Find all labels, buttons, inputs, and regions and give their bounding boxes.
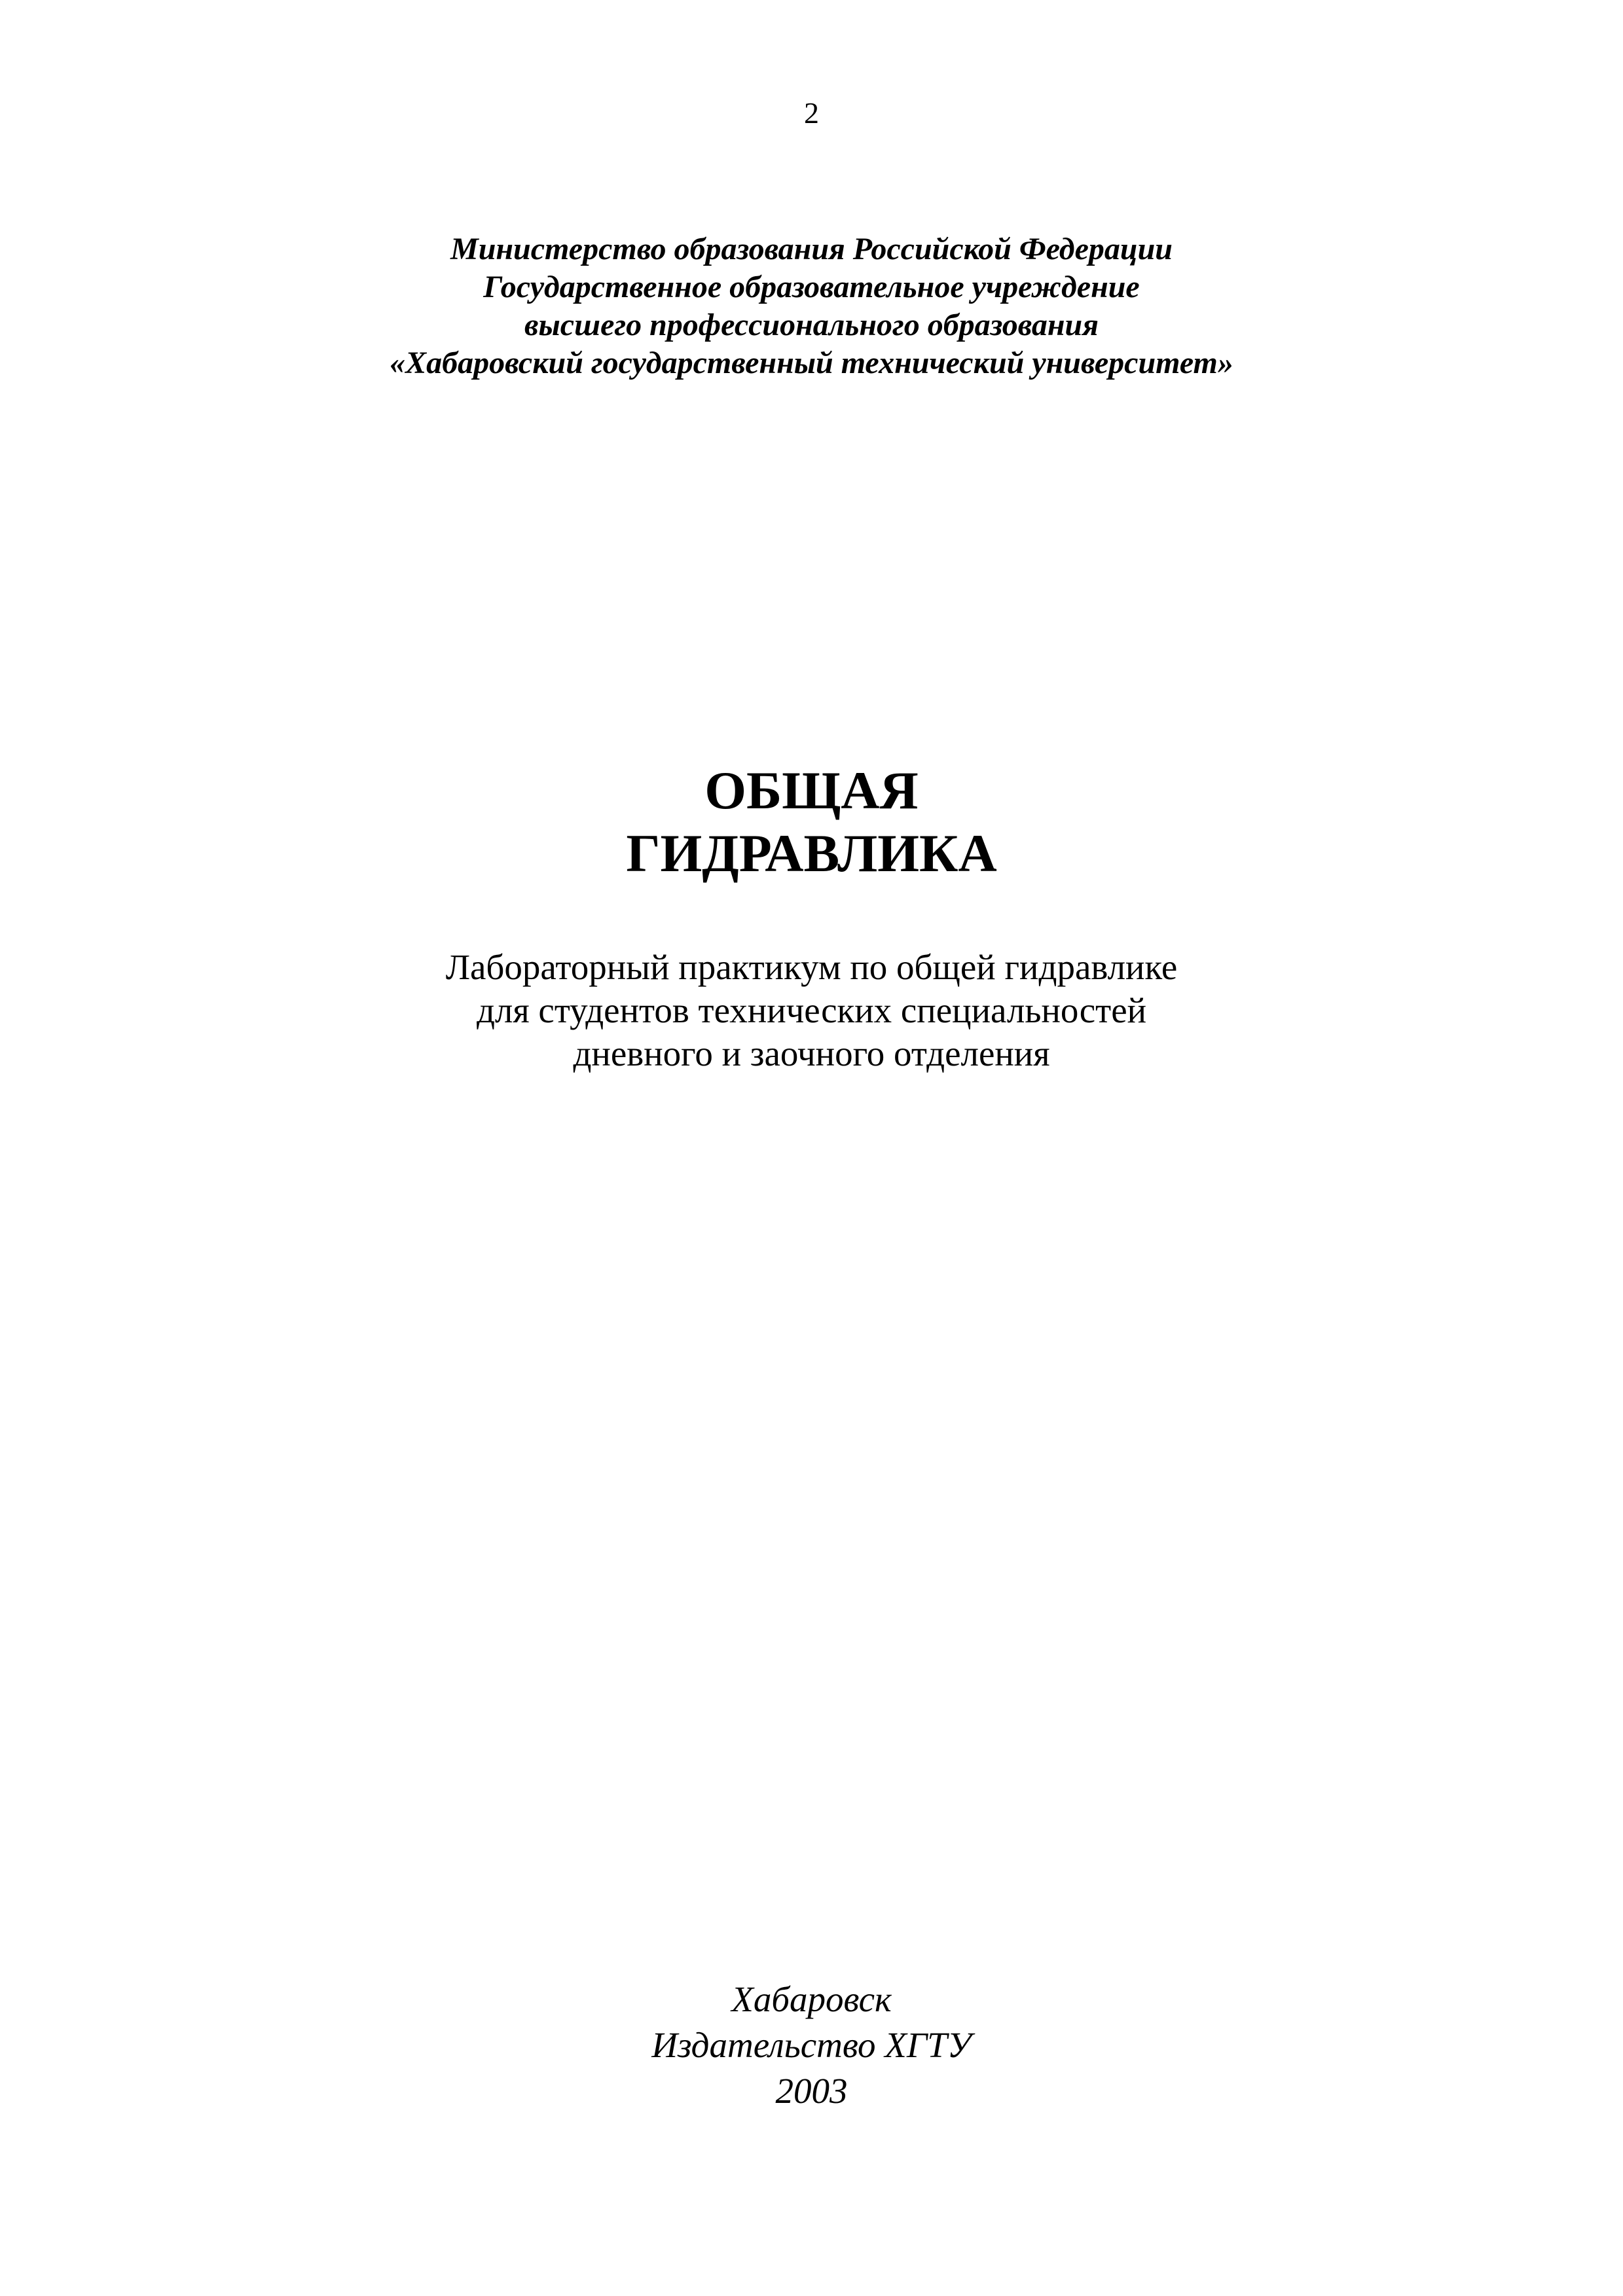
document-subtitle (0, 946, 1623, 1075)
imprint-city: Хабаровск (731, 1979, 892, 2019)
title-line-2: ГИДРАВЛИКА (626, 823, 997, 883)
imprint-publisher: Издательство ХГТУ (651, 2025, 972, 2065)
subtitle-line-1: Лабораторный практикум по общей гидравлике (445, 947, 1178, 987)
institution-block (0, 230, 1623, 382)
subtitle-line-2: для студентов технических специальностей (476, 990, 1147, 1030)
education-level-line: высшего профессионального образования (524, 308, 1099, 342)
imprint-block (0, 1977, 1623, 2114)
page-number: 2 (804, 96, 819, 130)
subtitle-line-3: дневного и заочного отделения (573, 1033, 1050, 1073)
ministry-line: Министерство образования Российской Федерации (450, 232, 1173, 266)
document-title (0, 759, 1623, 885)
institution-type-line: Государственное образовательное учреждение (483, 270, 1140, 304)
imprint-year: 2003 (775, 2071, 848, 2111)
university-name-line: «Хабаровский государственный технический университет» (390, 346, 1233, 380)
title-line-1: ОБЩАЯ (704, 761, 919, 820)
